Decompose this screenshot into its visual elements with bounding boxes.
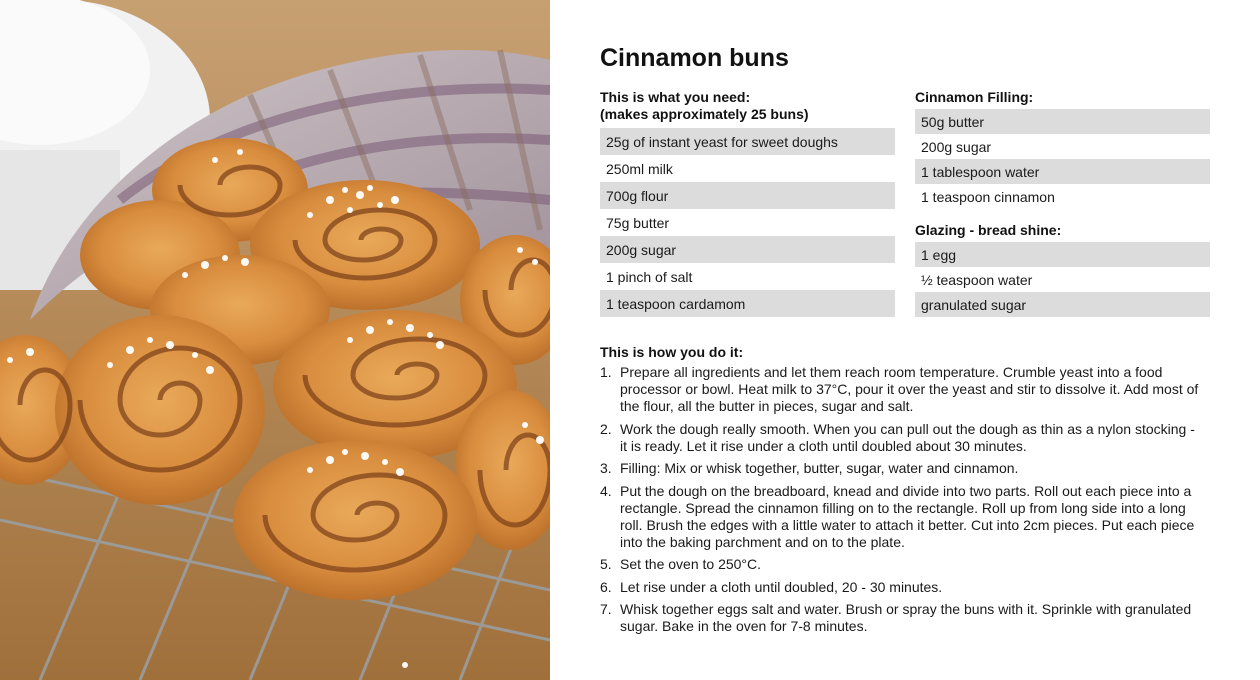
method-step (600, 364, 1200, 415)
filling-heading: Cinnamon Filling: (915, 89, 1034, 105)
glazing-item: granulated sugar (915, 292, 1210, 317)
step-number: 3. (600, 460, 612, 476)
ingredient-item: 75g butter (606, 215, 670, 231)
filling-item: 200g sugar (921, 138, 992, 155)
glazing-item: 1 egg (915, 242, 1210, 267)
ingredient-item: 200g sugar (600, 236, 895, 263)
recipe-title: Cinnamon buns (600, 44, 789, 72)
method-step (600, 460, 1200, 477)
step-number: 5. (600, 556, 612, 572)
ingredient-item: 1 teaspoon cardamom (600, 290, 895, 317)
filling-item: 1 tablespoon water (915, 159, 1210, 184)
method-steps (600, 364, 1200, 641)
ingredients-heading: This is what you need: (600, 89, 751, 105)
method-step (600, 579, 1200, 596)
method-heading: This is how you do it: (600, 344, 744, 360)
step-text: Work the dough really smooth. When you can pull out the dough as thin as a nylon stocking - it is ready. Let it rise under a cloth until doubled about 30 minutes. (620, 420, 1195, 454)
glazing-item: ½ teaspoon water (921, 271, 1033, 288)
method-step (600, 601, 1200, 635)
recipe-panel (600, 0, 1220, 680)
step-text: Filling: Mix or whisk together, butter, sugar, water and cinnamon. (620, 460, 1019, 476)
step-number: 4. (600, 482, 612, 499)
cinnamon-buns-illustration (0, 0, 550, 680)
method-step (600, 483, 1200, 551)
method-step (600, 556, 1200, 573)
glazing-heading: Glazing - bread shine: (915, 222, 1062, 238)
step-text: Prepare all ingredients and let them reach room temperature. Crumble yeast into a food processor or bowl. Heat milk to 37°C, pour it over the yeast and stir to dissolve it. Add most of the flour, all the butter in pieces, sugar and salt. (620, 364, 1199, 414)
ingredient-item: 25g of instant yeast for sweet doughs (600, 128, 895, 155)
ingredients-section (600, 89, 895, 317)
cinnamon-buns-photo (0, 0, 550, 680)
filling-item: 50g butter (915, 109, 1210, 134)
step-text: Whisk together eggs salt and water. Brush or spray the buns with it. Sprinkle with granulated sugar. Bake in the oven for 7-8 minutes. (620, 601, 1192, 634)
ingredients-list (600, 128, 895, 317)
step-number: 2. (600, 420, 612, 437)
ingredient-item: 700g flour (600, 182, 895, 209)
filling-glazing-section (915, 89, 1210, 317)
step-text: Put the dough on the breadboard, knead and divide into two parts. Roll out each piece into a rectangle. Spread the cinnamon filling on to the rectangle. Roll up from long side into a long roll. Brush the edges with a little water to attach it better. Cut into 2cm pieces. Put each piece into the baking parchment and on to the plate. (620, 482, 1195, 550)
step-text: Let rise under a cloth until doubled, 20 - 30 minutes. (620, 578, 943, 595)
filling-list (915, 109, 1210, 209)
step-text: Set the oven to 250°C. (620, 556, 762, 572)
glazing-list (915, 242, 1210, 317)
step-number: 7. (600, 601, 612, 617)
ingredient-item: 250ml milk (606, 161, 673, 177)
method-step (600, 421, 1200, 455)
filling-item: 1 teaspoon cinnamon (921, 188, 1055, 205)
ingredients-yield: (makes approximately 25 buns) (600, 106, 809, 122)
step-number: 6. (600, 578, 612, 595)
ingredient-item: 1 pinch of salt (606, 269, 693, 285)
step-number: 1. (600, 364, 612, 380)
